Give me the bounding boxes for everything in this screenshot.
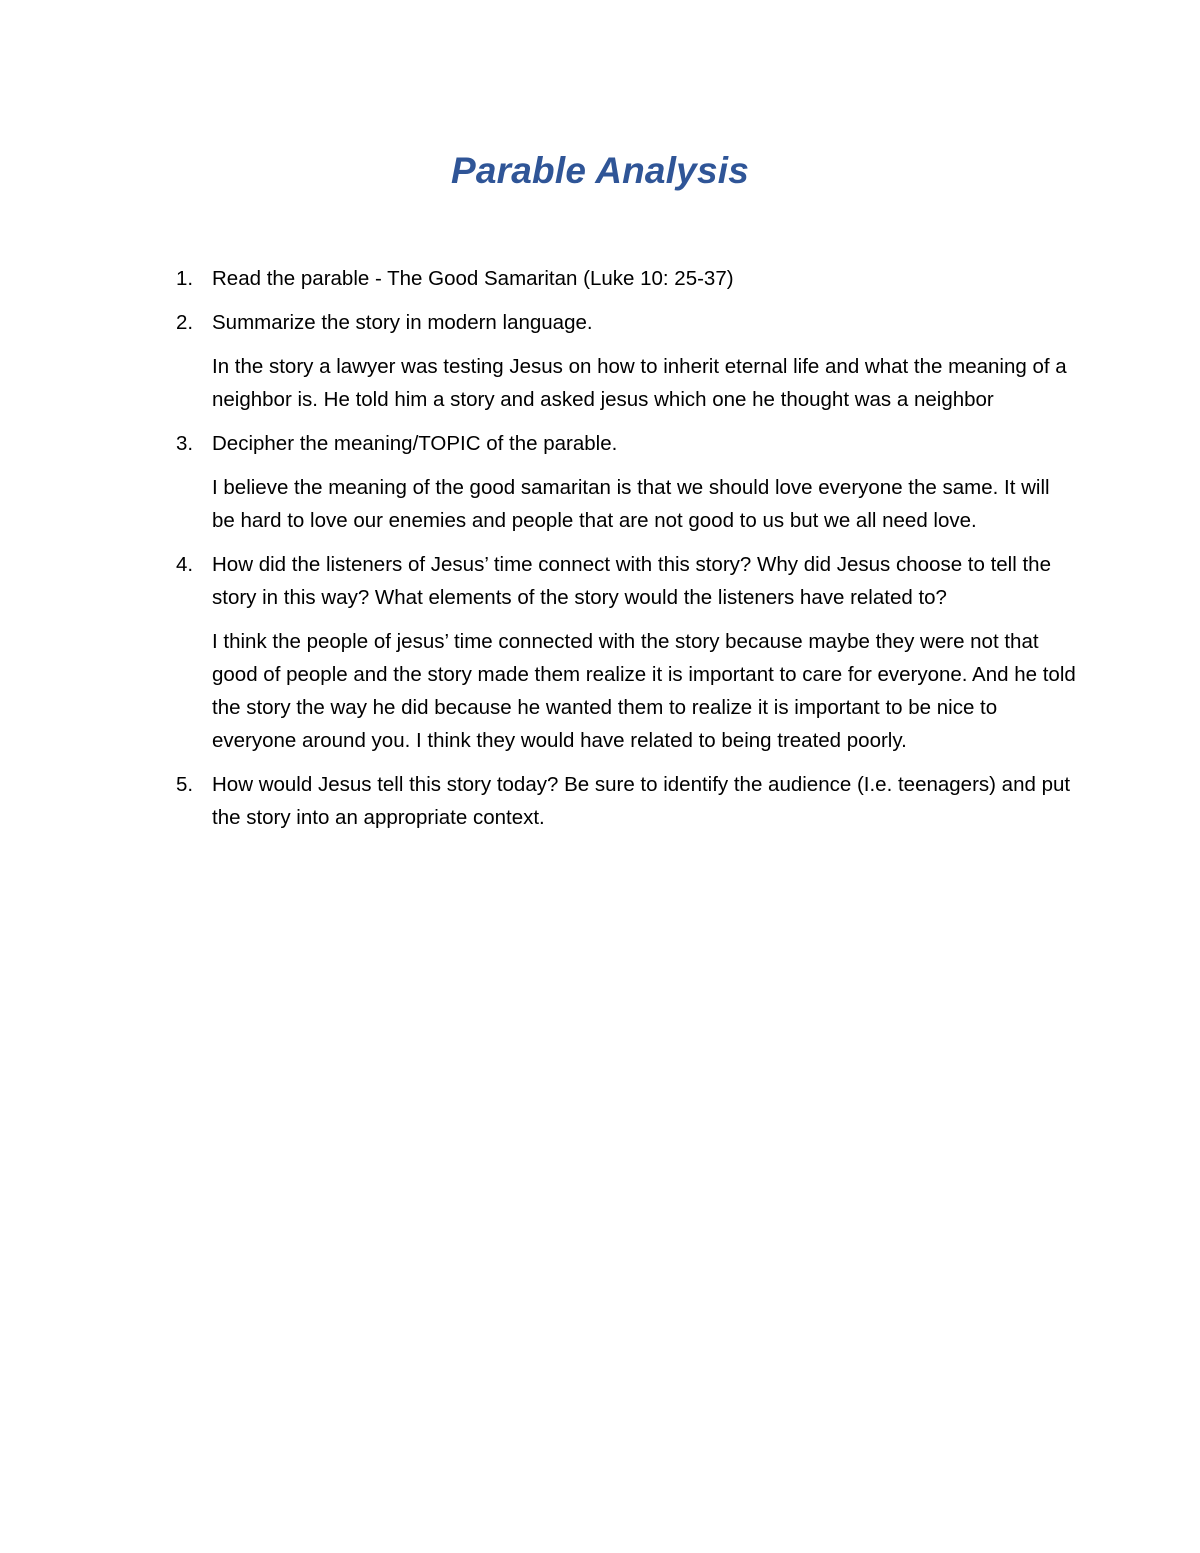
item-answer: In the story a lawyer was testing Jesus on how to inherit eternal life and what the meaning of a neighbor is. He told him a story and asked jesus which one he thought was a neighbor: [212, 355, 1067, 411]
list-item: [176, 427, 1076, 537]
item-answer: I believe the meaning of the good samaritan is that we should love everyone the same. It will be hard to love our enemies and people that are not good to us but we all need love.: [212, 476, 1050, 532]
list-item: [176, 306, 1076, 416]
item-question: Read the parable - The Good Samaritan (Luke 10: 25-37): [212, 267, 734, 290]
list-item: [176, 548, 1076, 757]
item-number: 1.: [176, 267, 194, 290]
item-number: 2.: [176, 311, 194, 334]
item-question: How would Jesus tell this story today? Be sure to identify the audience (I.e. teenagers) and put the story into an appropriate context.: [212, 773, 1071, 829]
item-answer: I think the people of jesus’ time connected with the story because maybe they were not that good of people and the story made them realize it is important to care for everyone. And he told the story the way he did because he wanted them to realize it is important to be nice to everyone around you. I think they would have related to being treated poorly.: [212, 630, 1076, 752]
item-number: 3.: [176, 432, 194, 455]
item-number: 5.: [176, 773, 194, 796]
item-question: How did the listeners of Jesus’ time connect with this story? Why did Jesus choose to tell the story in this way? What elements of the story would the listeners have related to?: [212, 553, 1051, 609]
list-item: [176, 262, 1076, 295]
item-number: 4.: [176, 553, 194, 576]
item-question: Decipher the meaning/TOPIC of the parable.: [212, 432, 618, 455]
list-item: [176, 768, 1076, 834]
page-title: Parable Analysis: [451, 150, 749, 191]
question-list: [176, 262, 1076, 845]
item-question: Summarize the story in modern language.: [212, 311, 593, 334]
